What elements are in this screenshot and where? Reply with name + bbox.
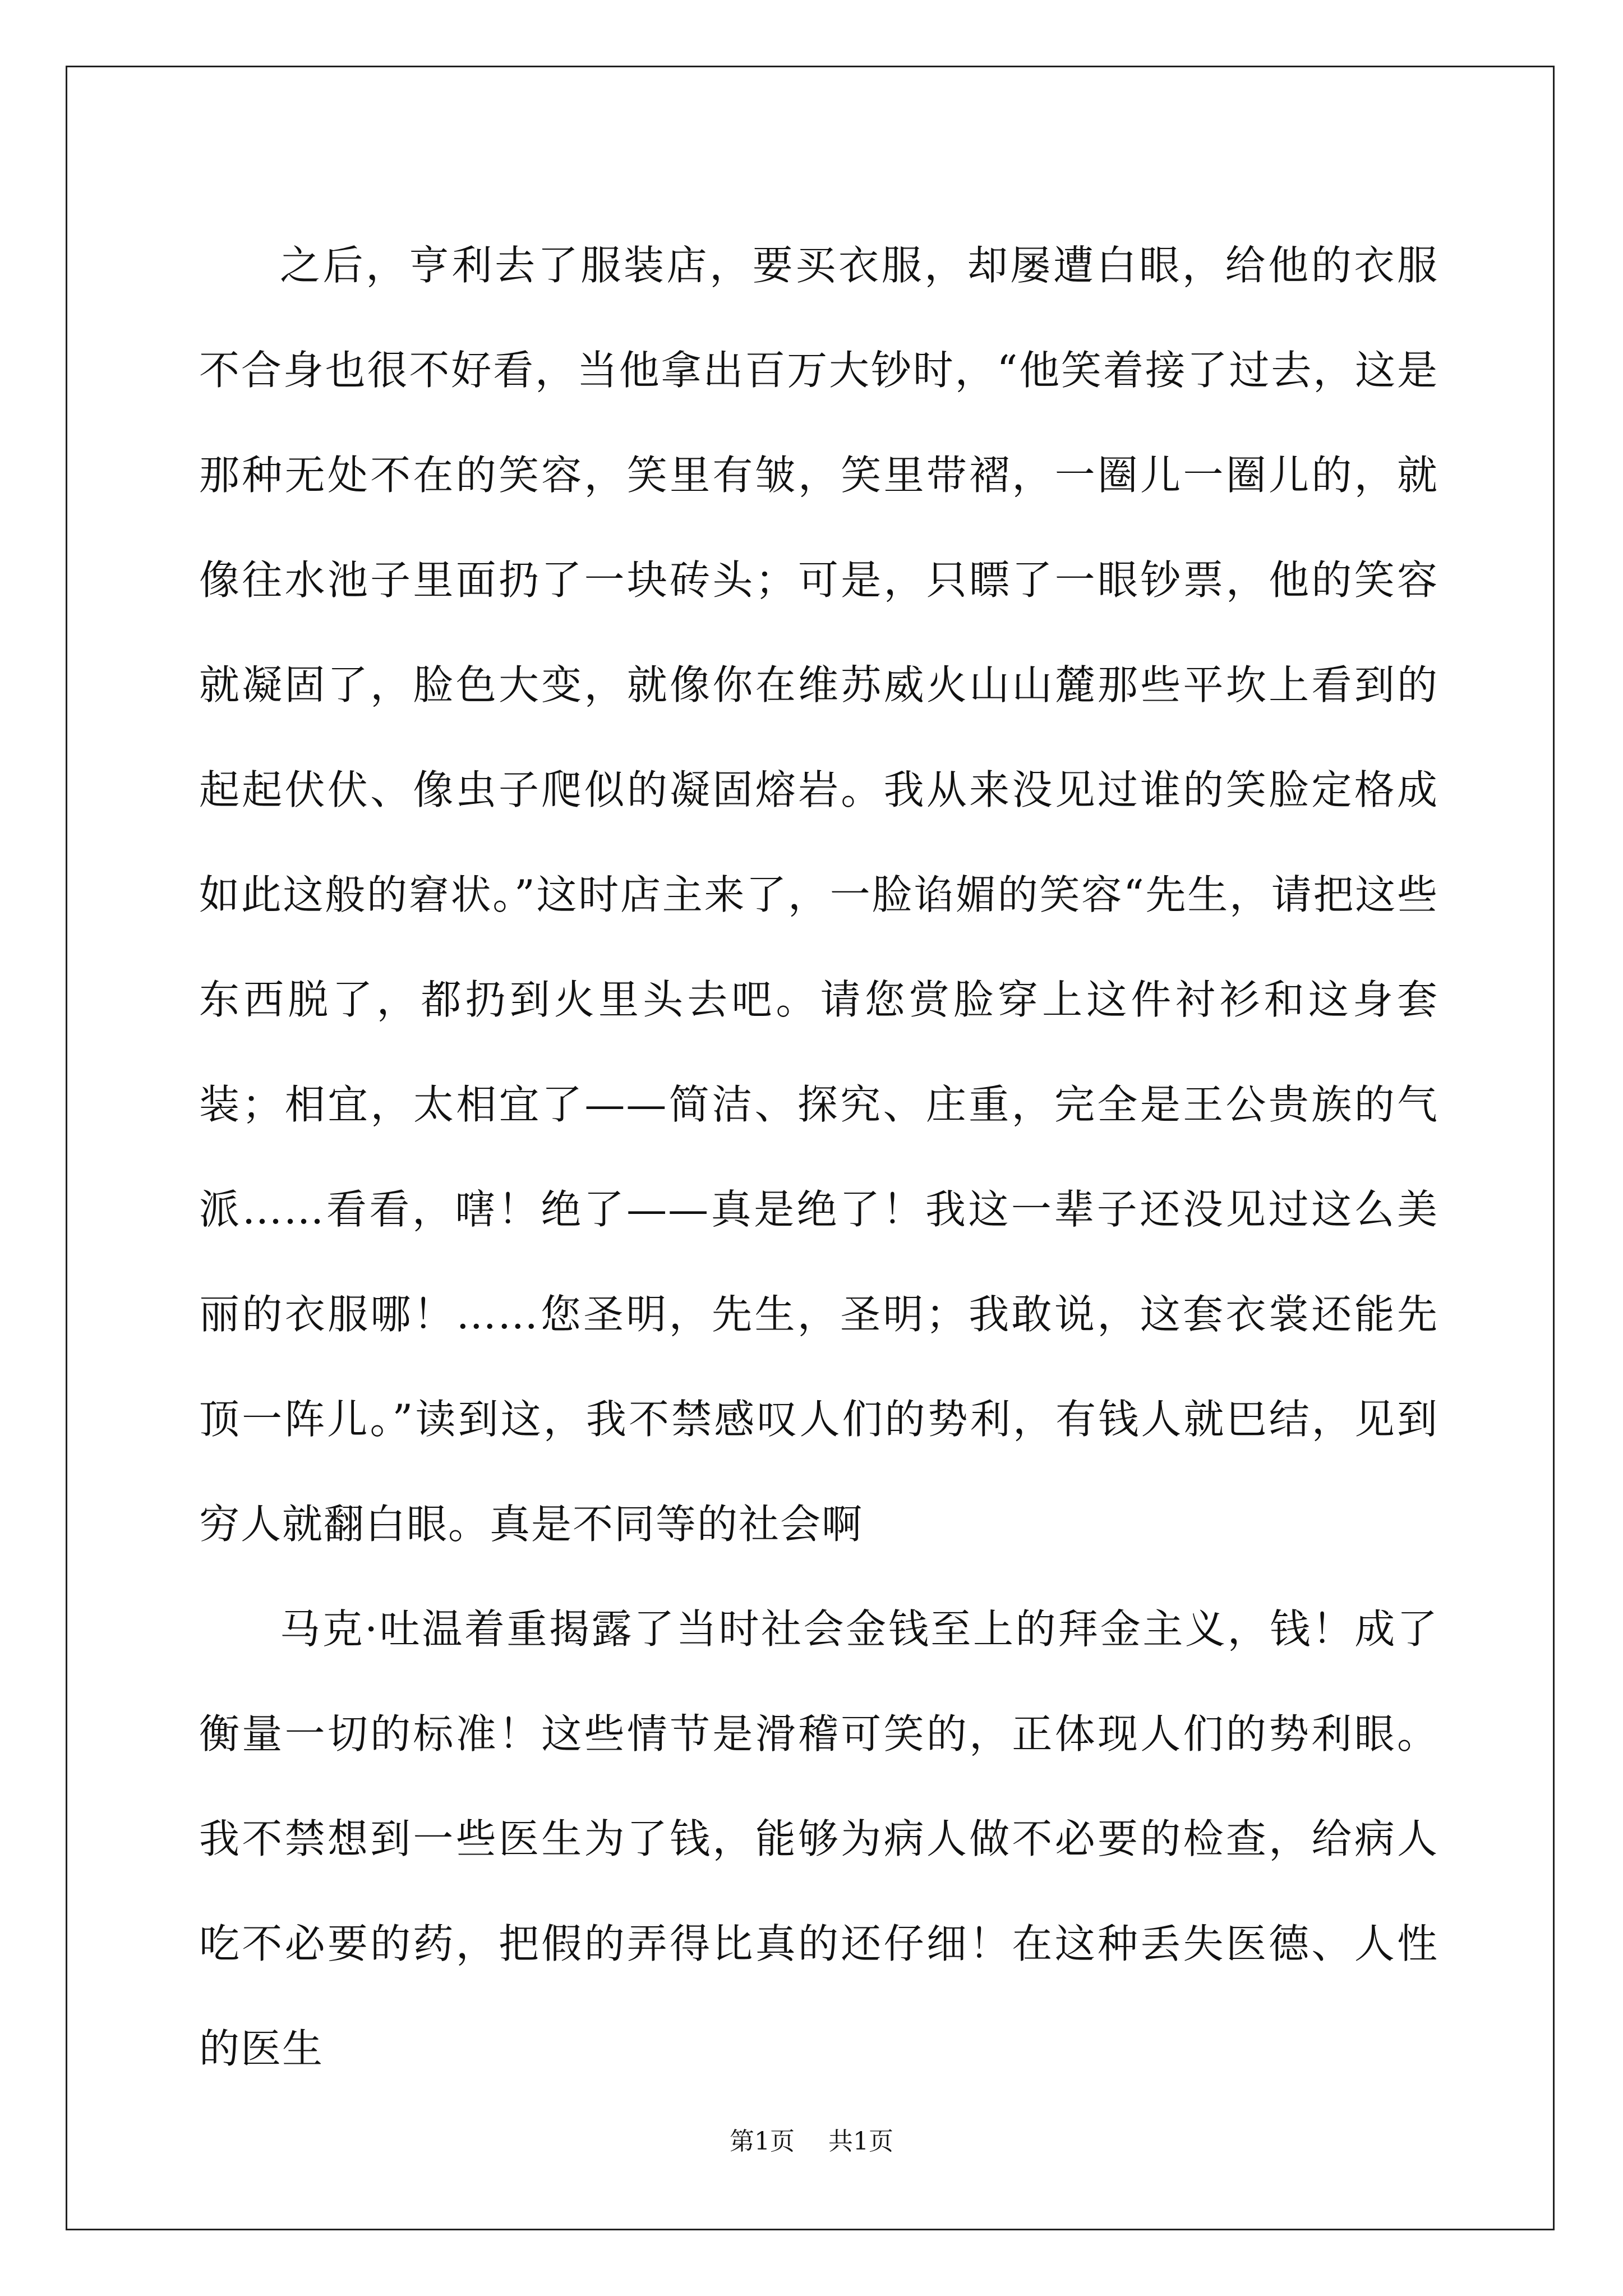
paragraph-2: 马克·吐温着重揭露了当时社会金钱至上的拜金主义，钱！成了衡量一切的标准！这些情节是滑稽可笑的，正体现人们的势利眼。我不禁想到一些医生为了钱，能够为病人做不必要的检查，给病人吃不必要的药，把假的弄得比真的还仔细！在这种丢失医德、人性的医生 xyxy=(199,1605,1438,2072)
page-total: 共1页 xyxy=(828,2127,893,2156)
page-number: 第1页 xyxy=(730,2127,795,2156)
document-body xyxy=(199,213,1438,2101)
paragraph-1: 之后，亨利去了服装店，要买衣服，却屡遭白眼，给他的衣服不合身也很不好看，当他拿出百万大钞时，“他笑着接了过去，这是那种无处不在的笑容，笑里有皱，笑里带褶，一圈儿一圈儿的，就像往水池子里面扔了一块砖头；可是，只瞟了一眼钞票，他的笑容就凝固了，脸色大变，就像你在维苏威火山山麓那些平坎上看到的起起伏伏、像虫子爬似的凝固熔岩。我从来没见过谁的笑脸定格成如此这般的窘状。”这时店主来了，一脸谄媚的笑容“先生，请把这些东西脱了，都扔到火里头去吧。请您赏脸穿上这件衬衫和这身套装；相宜，太相宜了——简洁、探究、庄重，完全是王公贵族的气派……看看，嗐！绝了——真是绝了！我这一辈子还没见过这么美丽的衣服哪！……您圣明，先生，圣明；我敢说，这套衣裳还能先顶一阵儿。”读到这，我不禁感叹人们的势利，有钱人就巴结，见到穷人就翻白眼。真是不同等的社会啊 xyxy=(199,242,1438,1548)
page-footer xyxy=(0,2125,1623,2159)
